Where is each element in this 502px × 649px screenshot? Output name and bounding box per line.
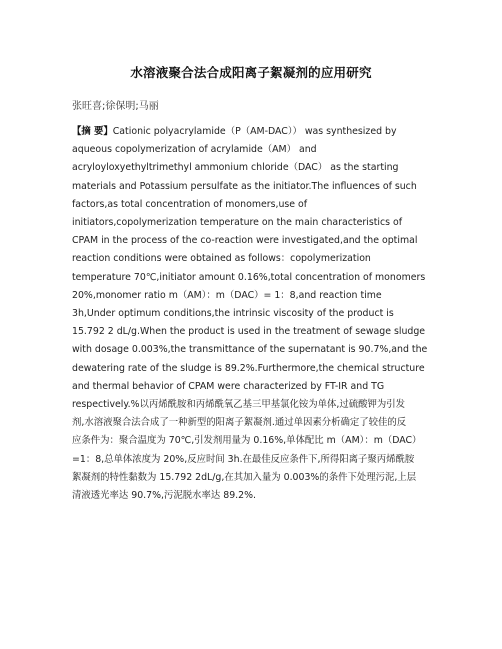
paper-title: 水溶液聚合法合成阳离子絮凝剂的应用研究 xyxy=(130,65,372,80)
paper-authors: 张旺喜;徐保明;马丽 xyxy=(72,101,159,112)
paper-abstract xyxy=(72,123,438,505)
abstract-line: reaction conditions were obtained as follows：copolymerization xyxy=(72,253,371,265)
abstract-line: aqueous copolymerization of acrylamide（AM） and xyxy=(72,144,317,156)
abstract-line: dewatering rate of the sludge is 89.2%.Furthermore,the chemical structure xyxy=(72,362,425,374)
abstract-line: respectively.%以丙烯酰胺和丙烯酰氧乙基三甲基氯化铵为单体,过硫酸钾为引发 xyxy=(72,399,405,411)
abstract-line: 絮凝剂的特性黏数为 15.792 2dL/g,在其加入量为 0.003%的条件下处理污泥,上层 xyxy=(72,471,417,483)
abstract-line: materials and Potassium persulfate as the initiator.The influences of such xyxy=(72,180,417,192)
abstract-line: 20%,monomer ratio m（AM）：m（DAC）= 1：8,and reaction time xyxy=(72,289,382,301)
abstract-line: acryloyloxyethyltrimethyl ammonium chloride（DAC） as the starting xyxy=(72,162,399,174)
abstract-line: 3h,Under optimum conditions,the intrinsic viscosity of the product is xyxy=(72,308,394,320)
abstract-line-text: Cationic polyacrylamide（P（AM-DAC）） was synthesized by xyxy=(112,126,397,137)
abstract-label: 【摘 要】 xyxy=(72,126,113,137)
abstract-line: initiators,copolymerization temperature on the main characteristics of xyxy=(72,217,403,229)
abstract-line: 剂,水溶液聚合法合成了一种新型的阳离子絮凝剂.通过单因素分析确定了较佳的反 xyxy=(72,417,407,429)
abstract-line: 15.792 2 dL/g.When the product is used in the treatment of sewage sludge xyxy=(72,326,426,338)
abstract-line: and thermal behavior of CPAM were characterized by FT-IR and TG xyxy=(72,380,385,392)
abstract-line: CPAM in the process of the co-reaction were investigated,and the optimal xyxy=(72,235,418,247)
abstract-line: factors,as total concentration of monomers,use of xyxy=(72,198,308,210)
abstract-line: with dosage 0.003%,the transmittance of the supernatant is 90.7%,and the xyxy=(72,344,428,356)
abstract-line: 应条件为：聚合温度为 70℃,引发剂用量为 0.16%,单体配比 m（AM）：m（DAC） xyxy=(72,435,422,447)
abstract-line: 清液透光率达 90.7%,污泥脱水率达 89.2%. xyxy=(72,490,256,502)
abstract-line xyxy=(72,123,438,141)
abstract-line: =1：8,总单体浓度为 20%,反应时间 3h.在最佳反应条件下,所得阳离子聚丙烯酰胺 xyxy=(72,453,415,465)
abstract-line: temperature 70℃,initiator amount 0.16%,total concentration of monomers xyxy=(72,271,426,283)
